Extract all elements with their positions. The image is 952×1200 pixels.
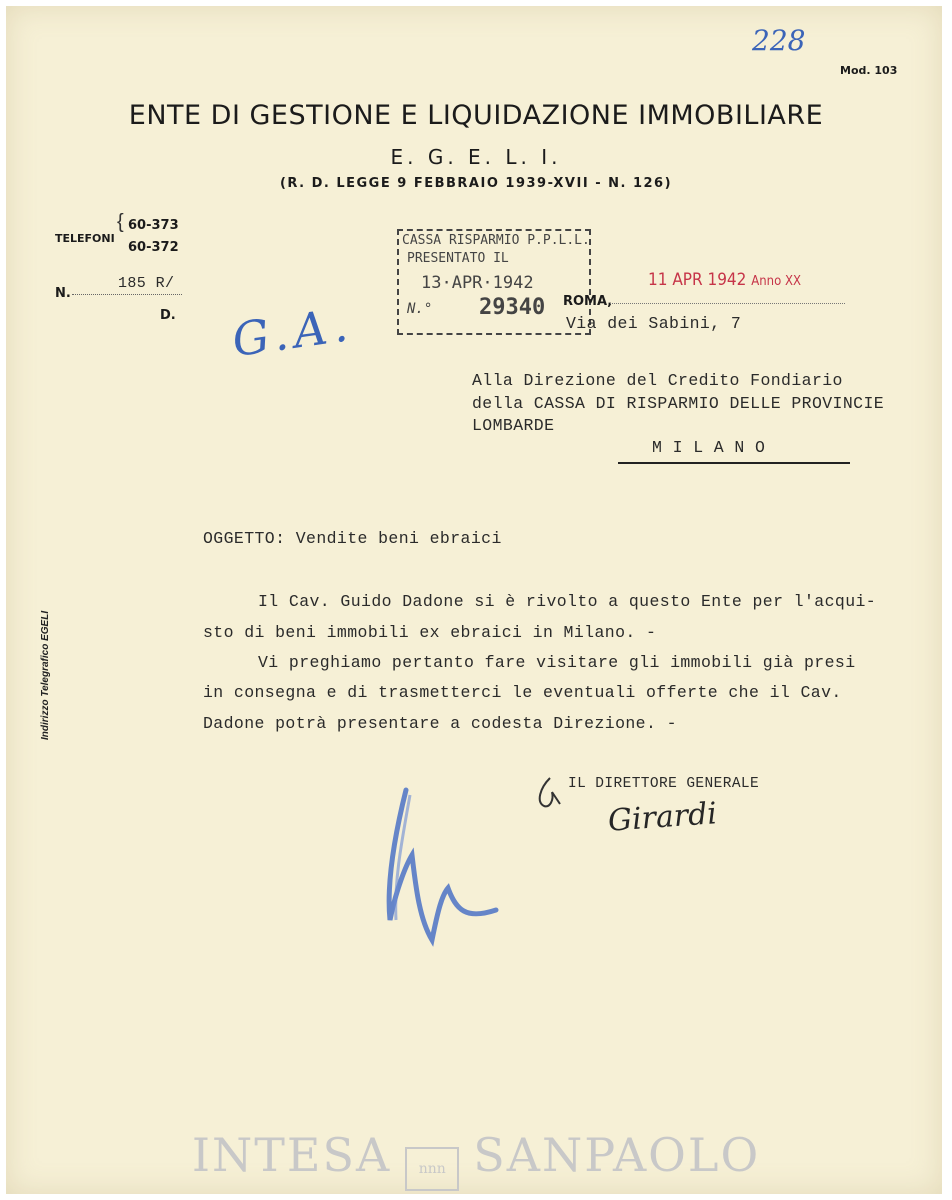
sender-address: Via dei Sabini, 7 <box>566 314 742 333</box>
pencil-initials: G.A. <box>228 296 357 368</box>
signatory-role: IL DIRETTORE GENERALE <box>568 776 760 792</box>
stamp-presented-line: PRESENTATO IL <box>407 251 509 266</box>
body-line-5: Dadone potrà presentare a codesta Direzione. - <box>203 714 677 733</box>
form-code: Mod. 103 <box>840 64 898 77</box>
received-stamp <box>397 229 591 335</box>
letterhead-law: (R. D. LEGGE 9 FEBBRAIO 1939-XVII - N. 126) <box>279 176 673 191</box>
phone-2: 60-372 <box>128 240 179 255</box>
sanpaolo-logo-icon: nnn <box>405 1147 459 1191</box>
date-dotted-line <box>610 303 845 304</box>
number-label: N. <box>55 286 71 301</box>
recipient-line-3: LOMBARDE <box>472 416 555 435</box>
date-stamp-era: Anno XX <box>751 274 801 289</box>
director-signature: Girardi <box>606 796 719 839</box>
date-stamp-date: 11 APR 1942 <box>648 270 747 290</box>
subject-line: OGGETTO: Vendite beni ebraici <box>203 529 502 548</box>
date-stamp <box>648 270 801 290</box>
city-label: ROMA, <box>563 294 613 309</box>
recipient-city: M I L A N O <box>652 438 766 457</box>
archive-watermark <box>0 1128 952 1191</box>
stamp-number: 29340 <box>479 295 546 320</box>
stamp-bank-line: CASSA RISPARMIO P.P.L.L. <box>402 233 590 248</box>
protocol-number: 185 R/ <box>118 275 175 292</box>
recipient-line-2: della CASSA DI RISPARMIO DELLE PROVINCIE <box>472 394 885 413</box>
recipient-line-1: Alla Direzione del Credito Fondiario <box>472 371 843 390</box>
brace-icon: { <box>117 211 124 233</box>
phones-label: TELEFONI <box>55 232 115 245</box>
body-line-1: Il Cav. Guido Dadone si è rivolto a questo Ente per l'acqui- <box>258 592 877 611</box>
body-line-3: Vi preghiamo pertanto fare visitare gli immobili già presi <box>258 653 856 672</box>
archive-number: 228 <box>752 24 806 57</box>
watermark-right: SANPAOLO <box>473 1128 761 1182</box>
city-underline <box>618 462 850 464</box>
body-line-4: in consegna e di trasmetterci le eventuali offerte che il Cav. <box>203 683 842 702</box>
pencil-scribble <box>376 770 516 960</box>
phone-1: 60-373 <box>128 218 179 233</box>
letterhead-title: ENTE DI GESTIONE E LIQUIDAZIONE IMMOBILIARE <box>128 100 824 131</box>
number-dotted-line <box>72 294 182 295</box>
letterhead-acronym: E. G. E. L. I. <box>390 145 562 169</box>
watermark-left: INTESA <box>191 1128 392 1182</box>
stamp-number-prefix: N.° <box>407 301 433 317</box>
body-line-2: sto di beni immobili ex ebraici in Milano. - <box>203 623 657 642</box>
telegraphic-address: Indirizzo Telegrafico EGELI <box>40 610 51 740</box>
d-label: D. <box>160 308 176 323</box>
stamp-date: 13·APR·1942 <box>421 273 534 293</box>
signature-flourish <box>530 770 570 820</box>
